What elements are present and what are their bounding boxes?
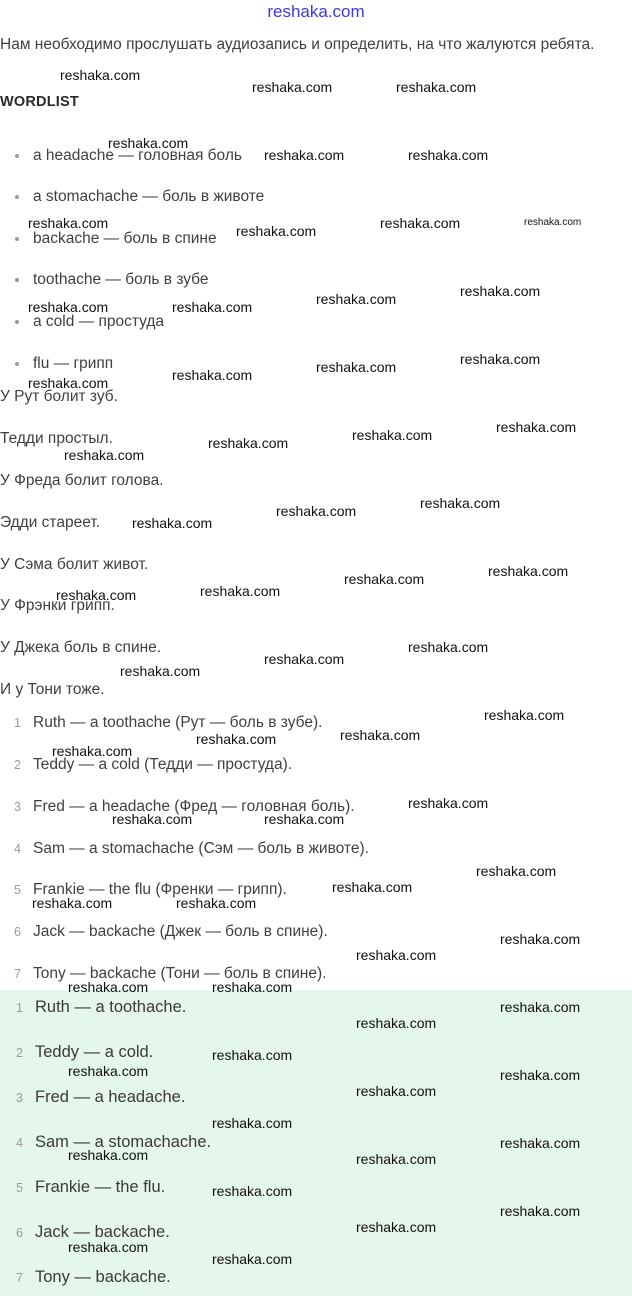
- watermark: reshaka.com: [112, 811, 193, 827]
- answer-number: 2: [14, 758, 21, 772]
- watermark: reshaka.com: [420, 495, 501, 511]
- watermark: reshaka.com: [476, 863, 557, 879]
- watermark: reshaka.com: [276, 503, 357, 519]
- answer-number: 1: [16, 1001, 23, 1015]
- watermark: reshaka.com: [344, 571, 425, 587]
- answer-number: 4: [14, 842, 21, 856]
- intro-paragraph: Нам необходимо прослушать аудиозапись и определить, на что жалуются ребята.: [0, 36, 595, 53]
- story-sentence: У Джека боль в спине.: [0, 639, 162, 656]
- watermark: reshaka.com: [64, 447, 145, 463]
- watermark: reshaka.com: [500, 1067, 581, 1083]
- answer-number: 3: [14, 800, 21, 814]
- answer-text: Ruth — a toothache (Рут — боль в зубе).: [33, 714, 323, 731]
- watermark: reshaka.com: [196, 731, 277, 747]
- story-sentence: Эдди стареет.: [0, 514, 101, 531]
- watermark: reshaka.com: [56, 587, 137, 603]
- watermark: reshaka.com: [524, 217, 582, 228]
- watermark: reshaka.com: [212, 1047, 293, 1063]
- bullet-icon: [15, 362, 19, 366]
- watermark: reshaka.com: [52, 743, 133, 759]
- watermark: reshaka.com: [212, 1183, 293, 1199]
- watermark: reshaka.com: [356, 1083, 437, 1099]
- answer-text: Teddy — a cold (Тедди — простуда).: [33, 756, 293, 773]
- answer-text: Teddy — a cold.: [35, 1043, 154, 1061]
- watermark: reshaka.com: [264, 651, 345, 667]
- answer-number: 6: [14, 925, 21, 939]
- watermark: reshaka.com: [380, 215, 461, 231]
- watermark: reshaka.com: [172, 299, 253, 315]
- answer-number: 3: [16, 1091, 23, 1105]
- watermark: reshaka.com: [236, 223, 317, 239]
- watermark: reshaka.com: [356, 1015, 437, 1031]
- answer-number: 7: [14, 967, 21, 981]
- answer-text: Sam — a stomachache (Сэм — боль в животе).: [33, 840, 369, 857]
- watermark: reshaka.com: [356, 947, 437, 963]
- watermark: reshaka.com: [408, 795, 489, 811]
- answer-number: 1: [14, 716, 21, 730]
- story-sentence: У Рут болит зуб.: [0, 388, 118, 405]
- answer-text: Fred — a headache.: [35, 1088, 186, 1106]
- bullet-icon: [15, 195, 19, 199]
- watermark: reshaka.com: [212, 1115, 293, 1131]
- watermark: reshaka.com: [460, 351, 541, 367]
- story-sentence: И у Тони тоже.: [0, 681, 105, 698]
- watermark: reshaka.com: [68, 979, 149, 995]
- watermark: reshaka.com: [172, 367, 253, 383]
- watermark: reshaka.com: [108, 135, 189, 151]
- answer-number: 5: [16, 1181, 23, 1195]
- watermark: reshaka.com: [352, 427, 433, 443]
- answer-text: Sam — a stomachache.: [35, 1133, 212, 1151]
- bullet-icon: [15, 237, 19, 241]
- watermark: reshaka.com: [500, 931, 581, 947]
- story-sentence: У Фрэнки грипп.: [0, 597, 115, 614]
- watermark: reshaka.com: [408, 147, 489, 163]
- watermark: reshaka.com: [200, 583, 281, 599]
- watermark: reshaka.com: [28, 299, 109, 315]
- story-sentence: Тедди простыл.: [0, 430, 113, 447]
- bullet-icon: [15, 278, 19, 282]
- watermark: reshaka.com: [212, 979, 293, 995]
- bullet-icon: [15, 320, 19, 324]
- watermark: reshaka.com: [356, 1151, 437, 1167]
- watermark: reshaka.com: [408, 639, 489, 655]
- watermark: reshaka.com: [340, 727, 421, 743]
- site-header-link[interactable]: reshaka.com: [267, 2, 365, 21]
- answer-text: Frankie — the flu (Френки — грипп).: [33, 881, 287, 898]
- watermark: reshaka.com: [28, 215, 109, 231]
- answer-text: Frankie — the flu.: [35, 1178, 166, 1196]
- answer-text: Tony — backache.: [35, 1268, 171, 1286]
- watermark: reshaka.com: [396, 79, 477, 95]
- answer-text: Jack — backache.: [35, 1223, 170, 1241]
- watermark: reshaka.com: [132, 515, 213, 531]
- watermark: reshaka.com: [264, 147, 345, 163]
- answer-number: 2: [16, 1046, 23, 1060]
- answer-text: Fred — a headache (Фред — головная боль).: [33, 798, 355, 815]
- watermark: reshaka.com: [60, 67, 141, 83]
- watermark: reshaka.com: [484, 707, 565, 723]
- watermark: reshaka.com: [356, 1219, 437, 1235]
- watermark: reshaka.com: [316, 291, 397, 307]
- watermark: reshaka.com: [460, 283, 541, 299]
- short-answers-panel: [0, 990, 632, 1296]
- answer-text: Tony — backache (Тони — боль в спине).: [33, 965, 327, 982]
- watermark: reshaka.com: [68, 1063, 149, 1079]
- watermark: reshaka.com: [500, 1203, 581, 1219]
- watermark: reshaka.com: [32, 895, 113, 911]
- watermark: reshaka.com: [316, 359, 397, 375]
- watermark: reshaka.com: [68, 1147, 149, 1163]
- watermark: reshaka.com: [176, 895, 257, 911]
- watermark: reshaka.com: [68, 1239, 149, 1255]
- story-sentence: У Фреда болит голова.: [0, 472, 164, 489]
- watermark: reshaka.com: [488, 563, 569, 579]
- watermark: reshaka.com: [120, 663, 201, 679]
- bullet-icon: [15, 154, 19, 158]
- answer-number: 6: [16, 1226, 23, 1240]
- watermark: reshaka.com: [500, 1135, 581, 1151]
- watermark: reshaka.com: [252, 79, 333, 95]
- watermark: reshaka.com: [496, 419, 577, 435]
- watermark: reshaka.com: [332, 879, 413, 895]
- watermark: reshaka.com: [264, 811, 345, 827]
- story-sentence: У Сэма болит живот.: [0, 556, 149, 573]
- answer-text: Jack — backache (Джек — боль в спине).: [33, 923, 328, 940]
- answer-number: 4: [16, 1136, 23, 1150]
- answer-text: Ruth — a toothache.: [35, 998, 187, 1016]
- watermark: reshaka.com: [28, 375, 109, 391]
- watermark: reshaka.com: [208, 435, 289, 451]
- answer-number: 7: [16, 1271, 23, 1285]
- answer-number: 5: [14, 883, 21, 897]
- watermark: reshaka.com: [212, 1251, 293, 1267]
- watermark: reshaka.com: [500, 999, 581, 1015]
- wordlist-title: WORDLIST: [0, 94, 79, 110]
